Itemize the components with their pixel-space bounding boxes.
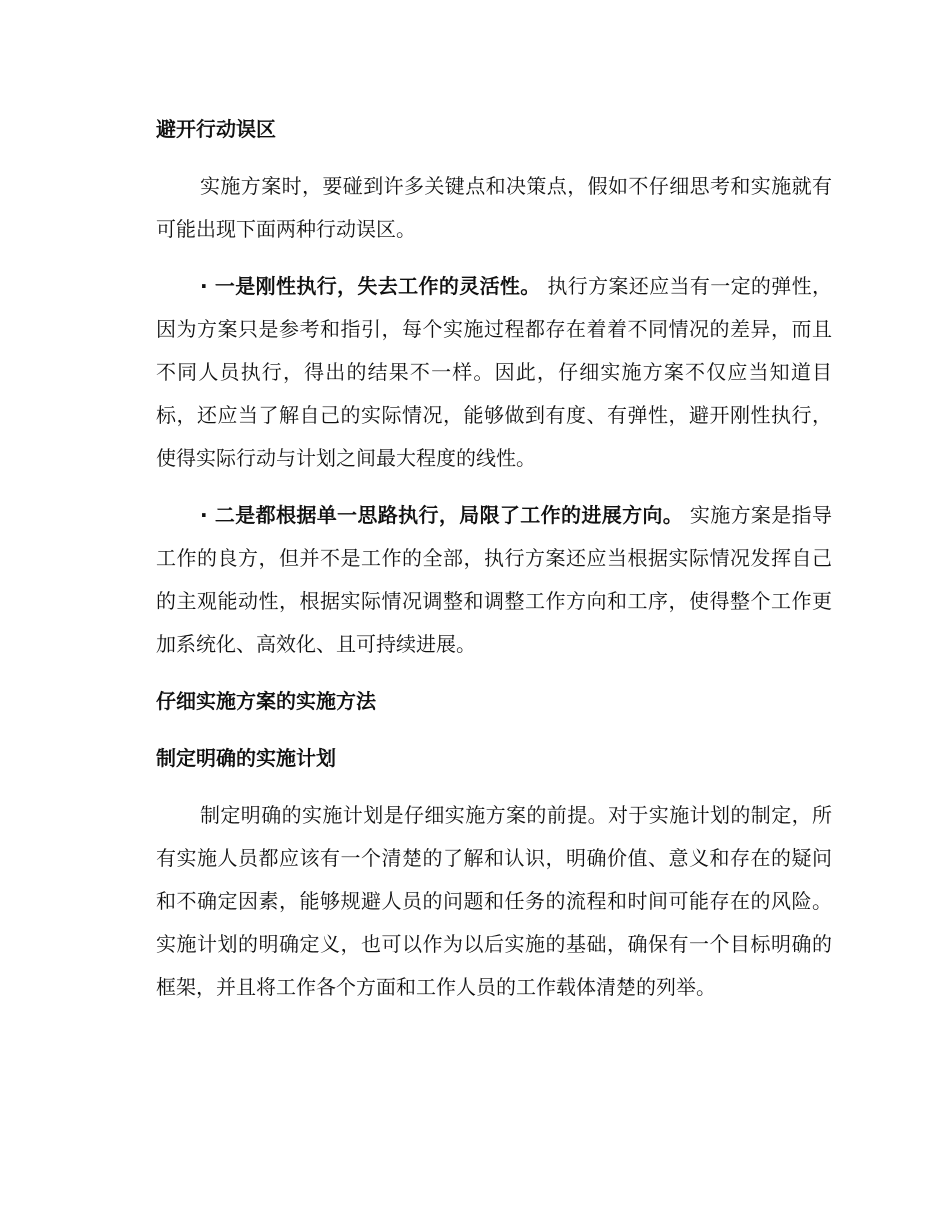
paragraph-line: 实施方案时，要碰到许多关键点和决策点，假如不仔细思考和实施就有 [200, 174, 832, 198]
paragraph-line: 有实施人员都应该有一个清楚的了解和认识，明确价值、意义和存在的疑问 [156, 846, 832, 870]
paragraph-line: 可能出现下面两种行动误区。 [156, 217, 416, 241]
paragraph-line: 实施计划的明确定义，也可以作为以后实施的基础，确保有一个目标明确的 [156, 932, 832, 956]
paragraph-line: 工作的良方，但并不是工作的全部，执行方案还应当根据实际情况发挥自己 [156, 546, 832, 570]
document-page [112, 108, 832, 1009]
bullet-body-text: 实施方案是指导 [683, 503, 832, 527]
paragraph-line: 标，还应当了解自己的实际情况，能够做到有度、有弹性，避开刚性执行， [156, 403, 832, 427]
spacer [112, 251, 832, 265]
spacer [112, 723, 832, 737]
paragraph-line: 框架，并且将工作各个方面和工作人员的工作载体清楚的列举。 [156, 975, 716, 999]
subheading-clear-plan: 制定明确的实施计划 [156, 746, 336, 770]
paragraph-line: 加系统化、高效化、且可持续进展。 [156, 632, 476, 656]
paragraph-line: 因为方案只是参考和指引，每个实施过程都存在着着不同情况的差异，而且 [156, 317, 832, 341]
section-heading-avoid-mistakes: 避开行动误区 [156, 117, 276, 141]
spacer [112, 780, 832, 794]
paragraph-line: 的主观能动性，根据实际情况调整和调整工作方向和工序，使得整个工作更 [156, 589, 832, 613]
section-heading-implementation-methods: 仔细实施方案的实施方法 [156, 689, 376, 713]
bullet-lead-text: · 二是都根据单一思路执行，局限了工作的进展方向。 [200, 503, 684, 527]
bullet-paragraph-single-approach [112, 494, 832, 666]
spacer [112, 666, 832, 680]
paragraph-line: 不同人员执行，得出的结果不一样。因此，仔细实施方案不仅应当知道目 [156, 360, 832, 384]
spacer [112, 151, 832, 165]
intro-paragraph [112, 165, 832, 251]
spacer [112, 480, 832, 494]
bullet-body-text: 执行方案还应当有一定的弹性， [540, 274, 833, 298]
paragraph-line [112, 265, 832, 308]
paragraph-line: 使得实际行动与计划之间最大程度的线性。 [156, 446, 536, 470]
paragraph-line [112, 494, 832, 537]
paragraph-line: 制定明确的实施计划是仔细实施方案的前提。对于实施计划的制定，所 [200, 803, 832, 827]
paragraph-line: 和不确定因素，能够规避人员的问题和任务的流程和时间可能存在的风险。 [156, 889, 832, 913]
bullet-lead-text: · 一是刚性执行，失去工作的灵活性。 [200, 274, 541, 298]
bullet-paragraph-rigid-execution [112, 265, 832, 480]
plan-paragraph [112, 794, 832, 1009]
